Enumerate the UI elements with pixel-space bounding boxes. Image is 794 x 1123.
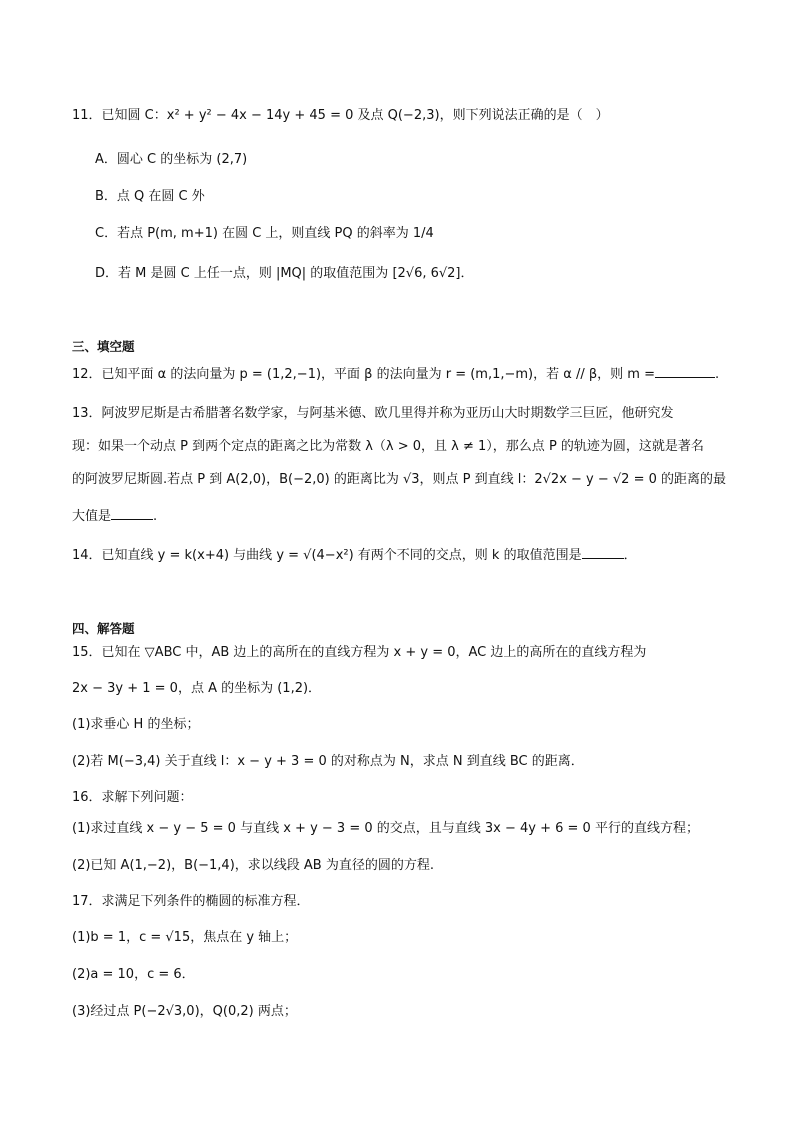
q11-stem: 11．已知圆 C：x² + y² − 4x − 14y + 45 = 0 及点 Q(−2,3)，则下列说法正确的是（ ）: [72, 108, 609, 123]
q17-part-3: (3)经过点 P(−2√3,0)，Q(0,2) 两点；: [72, 1004, 297, 1019]
answer-blank: [655, 365, 715, 378]
q11-option-b: B．点 Q 在圆 C 外: [95, 189, 205, 204]
q13-end: .: [153, 509, 158, 524]
q12-text: 12．已知平面 α 的法向量为 p = (1,2,−1)，平面 β 的法向量为 r = (m,1,−m)，若 α // β，则 m =: [72, 367, 655, 382]
q15-line-2: 2x − 3y + 1 = 0，点 A 的坐标为 (1,2)．: [72, 681, 322, 696]
q15-line-1: 15．已知在 ▽ABC 中，AB 边上的高所在的直线方程为 x + y = 0，AC 边上的高所在的直线方程为: [72, 645, 647, 660]
q17-part-2: (2)a = 10，c = 6．: [72, 967, 195, 982]
q14: [72, 546, 637, 565]
answer-blank: [582, 546, 624, 559]
q16-part-2: (2)已知 A(1,−2)，B(−1,4)，求以线段 AB 为直径的圆的方程.: [72, 858, 434, 873]
q13-line-1: 13．阿波罗尼斯是古希腊著名数学家，与阿基米德、欧几里得并称为亚历山大时期数学三巨匠，他研究发: [72, 406, 674, 421]
q16-part-1: (1)求过直线 x − y − 5 = 0 与直线 x + y − 3 = 0 的交点，且与直线 3x − 4y + 6 = 0 平行的直线方程；: [72, 821, 699, 836]
q15-part-1: (1)求垂心 H 的坐标；: [72, 717, 200, 732]
q13-line-3: 的阿波罗尼斯圆.若点 P 到 A(2,0)，B(−2,0) 的距离比为 √3，则点 P 到直线 l：2√2x − y − √2 = 0 的距离的最: [72, 472, 727, 487]
answer-blank: [111, 507, 153, 520]
section-3-heading: 三、填空题: [72, 339, 135, 354]
q11-option-a: A．圆心 C 的坐标为 (2,7): [95, 152, 248, 167]
q13-line-4-text: 大值是: [72, 509, 112, 524]
q17-part-1: (1)b = 1，c = √15，焦点在 y 轴上；: [72, 930, 298, 945]
q12-end: .: [714, 367, 720, 382]
q12: [72, 365, 719, 384]
q13-line-2: 现：如果一个动点 P 到两个定点的距离之比为常数 λ（λ > 0，且 λ ≠ 1），那么点 P 的轨迹为圆，这就是著名: [72, 439, 704, 454]
q15-part-2: (2)若 M(−3,4) 关于直线 l：x − y + 3 = 0 的对称点为 N，求点 N 到直线 BC 的距离．: [72, 754, 584, 769]
q11-option-d: D．若 M 是圆 C 上任一点，则 |MQ| 的取值范围为 [2√6, 6√2]．: [95, 266, 474, 281]
q11-option-c: C．若点 P(m, m+1) 在圆 C 上，则直线 PQ 的斜率为 1/4: [95, 226, 434, 241]
section-4-heading: 四、解答题: [72, 621, 135, 636]
q13-line-4: [72, 507, 157, 526]
q14-end: ．: [623, 548, 637, 563]
q14-text: 14．已知直线 y = k(x+4) 与曲线 y = √(4−x²) 有两个不同的交点，则 k 的取值范围是: [72, 548, 582, 563]
q17-stem: 17．求满足下列条件的椭圆的标准方程．: [72, 894, 310, 909]
q16-stem: 16．求解下列问题：: [72, 790, 193, 805]
